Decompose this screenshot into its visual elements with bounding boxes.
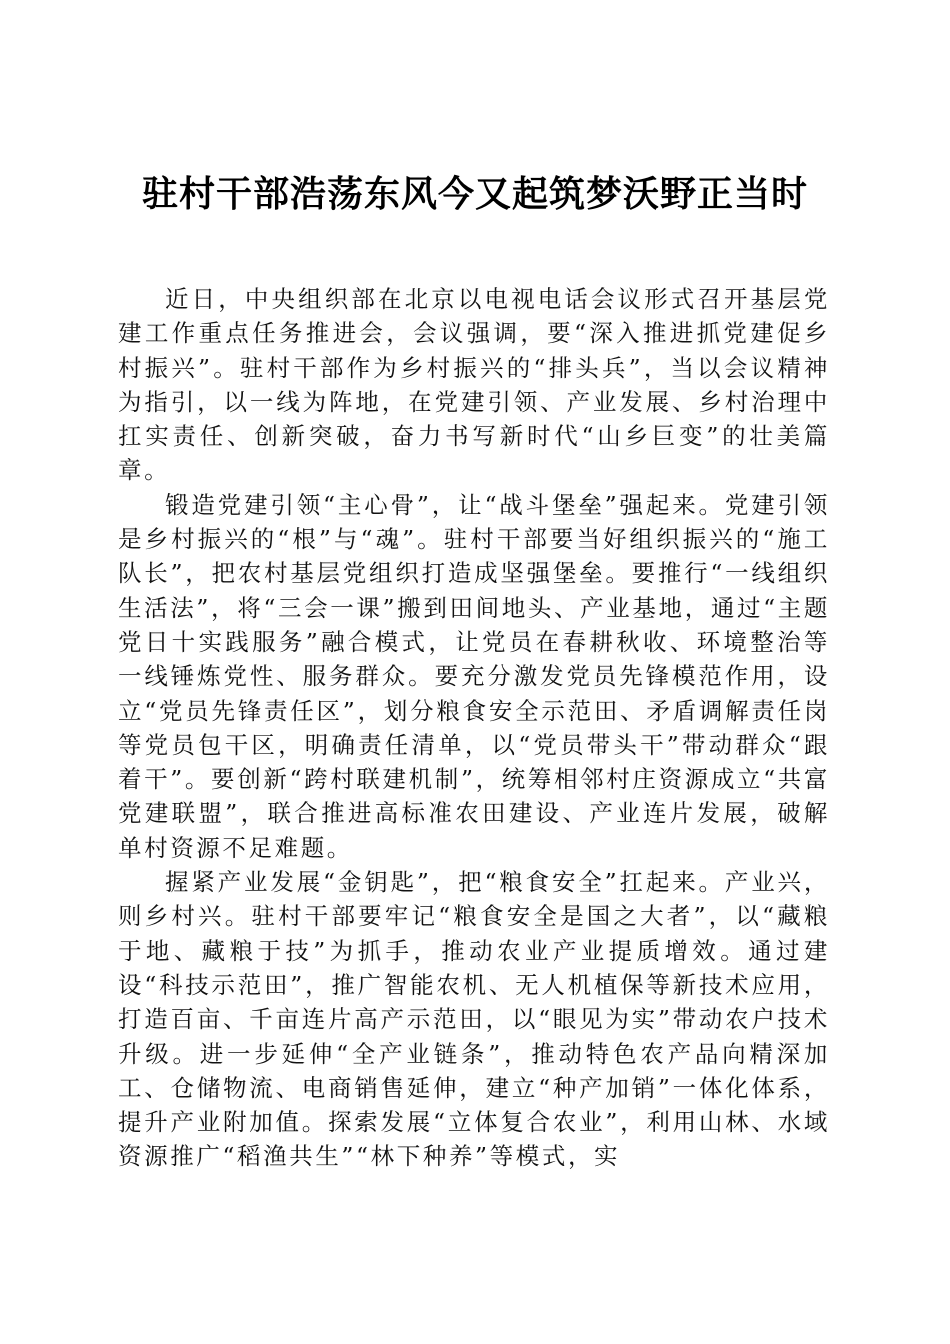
page-title: 驻村干部浩荡东风今又起筑梦沃野正当时 xyxy=(141,173,808,215)
paragraph: 锻造党建引领“主心骨”，让“战斗堡垒”强起来。党建引领是乡村振兴的“根”与“魂”。驻村干部要当好组织振兴的“施工队长”，把农村基层党组织打造成坚强堡垒。要推行“一线组织生活法”，将“三会一课”搬到田间地头、产业基地，通过“主题党日十实践服务”融合模式，让党员在春耕秋收、环境整治等一线锤炼党性、服务群众。要充分激发党员先锋模范作用，设立“党员先锋责任区”，划分粮食安全示范田、矛盾调解责任岗等党员包干区，明确责任清单，以“党员带头干”带动群众“跟着干”。要创新“跨村联建机制”，统筹相邻村庄资源成立“共富党建联盟”，联合推进高标准农田建设、产业连片发展，破解单村资源不足难题。 xyxy=(118,490,830,862)
article-body xyxy=(118,282,830,1174)
paragraph: 近日，中央组织部在北京以电视电话会议形式召开基层党建工作重点任务推进会，会议强调，要“深入推进抓党建促乡村振兴”。驻村干部作为乡村振兴的“排头兵”，当以会议精神为指引，以一线为阵地，在党建引领、产业发展、乡村治理中扛实责任、创新突破，奋力书写新时代“山乡巨变”的壮美篇章。 xyxy=(118,285,830,485)
paragraph: 握紧产业发展“金钥匙”，把“粮食安全”扛起来。产业兴，则乡村兴。驻村干部要牢记“粮食安全是国之大者”，以“藏粮于地、藏粮于技”为抓手，推动农业产业提质增效。通过建设“科技示范田”，推广智能农机、无人机植保等新技术应用，打造百亩、千亩连片高产示范田，以“眼见为实”带动农户技术升级。进一步延伸“全产业链条”，推动特色农产品向精深加工、仓储物流、电商销售延伸，建立“种产加销”一体化体系，提升产业附加值。探索发展“立体复合农业”，利用山林、水域资源推广“稻渔共生”“林下种养”等模式，实 xyxy=(118,868,830,1171)
